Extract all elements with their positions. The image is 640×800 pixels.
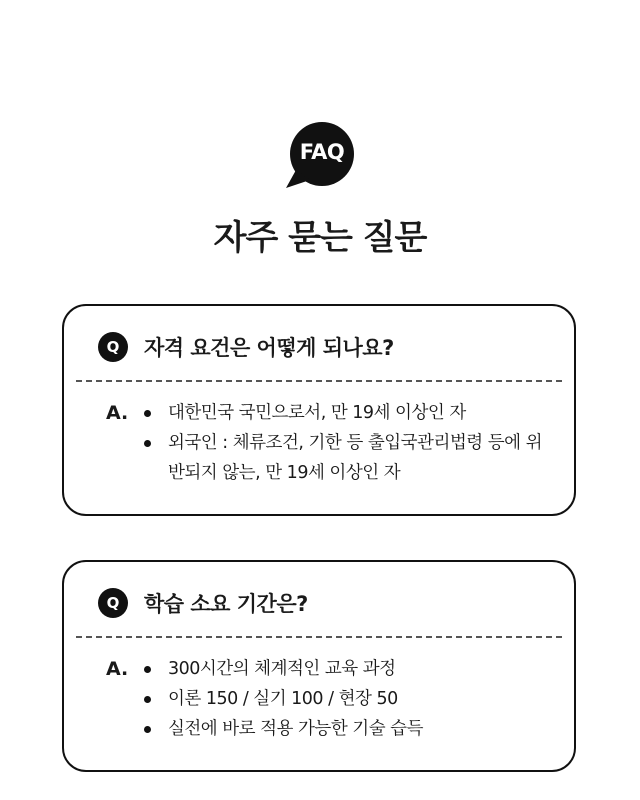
- faq-card-eligibility: [62, 304, 576, 516]
- answer-text: 외국인 : 체류조건, 기한 등 출입국관리법령 등에 위반되지 않는, 만 19세 이상인 자: [168, 433, 542, 483]
- answer-text: 이론 150 / 실기 100 / 현장 50: [168, 689, 398, 709]
- answer-label: A.: [106, 402, 129, 424]
- answer-text: 대한민국 국민으로서, 만 19세 이상인 자: [168, 403, 466, 423]
- answer-label: A.: [106, 658, 129, 680]
- page-title: 자주 묻는 질문: [213, 218, 427, 258]
- answer-text: 실전에 바로 적용 가능한 기술 습득: [168, 719, 423, 739]
- answer-text: 300시간의 체계적인 교육 과정: [168, 659, 396, 679]
- faq-badge-label: FAQ: [299, 140, 345, 164]
- answer-item: [144, 428, 544, 488]
- answer-item: [144, 398, 544, 428]
- question-text: 학습 소요 기간은?: [144, 592, 308, 616]
- dashed-divider: [76, 636, 562, 638]
- answer-list: [144, 398, 544, 488]
- bullet-icon: [144, 726, 151, 733]
- bullet-icon: [144, 410, 151, 417]
- question-row: [98, 332, 394, 362]
- question-text: 자격 요건은 어떻게 되나요?: [144, 336, 394, 360]
- answer-item: [144, 684, 544, 714]
- answer-item: [144, 714, 544, 744]
- bullet-icon: [144, 666, 151, 673]
- faq-card-duration: [62, 560, 576, 772]
- bullet-icon: [144, 440, 151, 447]
- q-badge-icon: Q: [98, 588, 128, 618]
- answer-item: [144, 654, 544, 684]
- bullet-icon: [144, 696, 151, 703]
- question-row: [98, 588, 308, 618]
- q-badge-icon: Q: [98, 332, 128, 362]
- answer-list: [144, 654, 544, 744]
- faq-speech-bubble-icon: [284, 122, 360, 190]
- dashed-divider: [76, 380, 562, 382]
